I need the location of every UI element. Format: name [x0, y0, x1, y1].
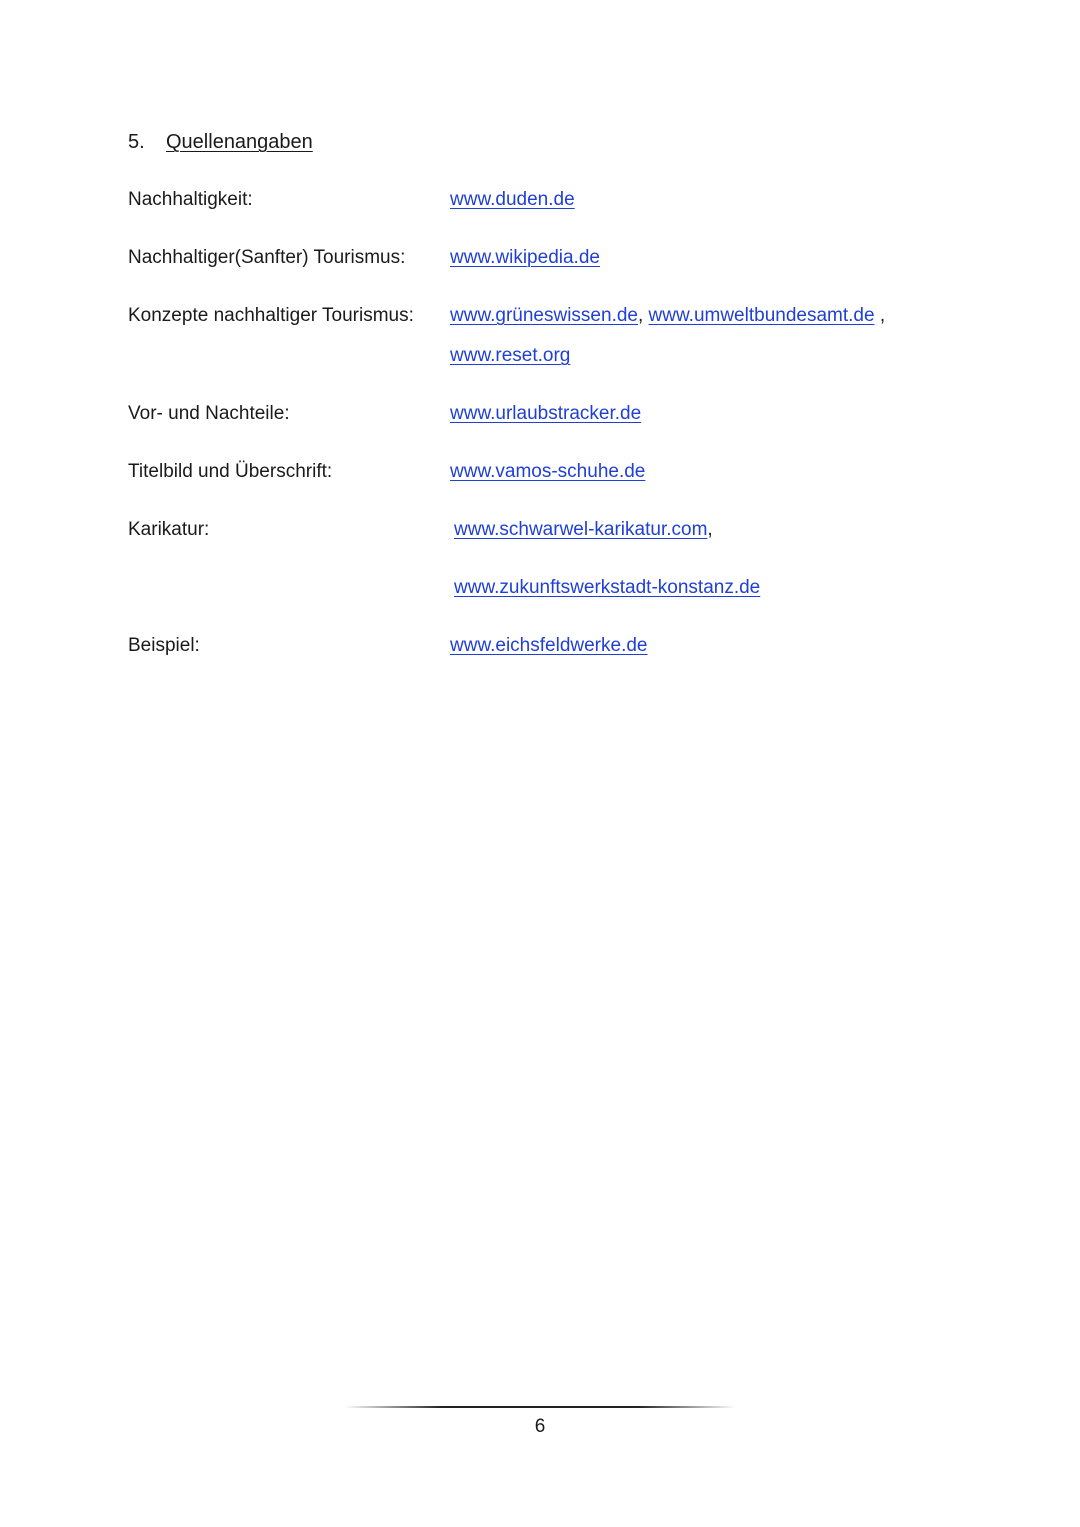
- source-link[interactable]: www.umweltbundesamt.de: [648, 305, 875, 326]
- page-number: 6: [534, 1416, 546, 1437]
- source-link[interactable]: www.duden.de: [450, 189, 575, 210]
- source-link[interactable]: www.grüneswissen.de: [450, 305, 638, 326]
- source-label: Konzepte nachhaltiger Tourismus:: [128, 305, 414, 326]
- section-number: 5.: [128, 131, 145, 153]
- section-heading: [128, 129, 313, 155]
- source-label: Karikatur:: [128, 519, 210, 540]
- trailing-punctuation: ,: [874, 305, 886, 326]
- link-separator: ,: [637, 305, 649, 326]
- section-title: Quellenangaben: [166, 131, 313, 153]
- source-label: Titelbild und Überschrift:: [128, 461, 333, 482]
- source-link[interactable]: www.eichsfeldwerke.de: [450, 635, 648, 656]
- source-link[interactable]: www.reset.org: [450, 345, 571, 366]
- source-label: Beispiel:: [128, 635, 200, 656]
- footer-divider: [344, 1406, 736, 1408]
- trailing-punctuation: ,: [707, 519, 713, 540]
- source-link[interactable]: www.urlaubstracker.de: [450, 403, 642, 424]
- source-link[interactable]: www.schwarwel-karikatur.com: [454, 519, 708, 540]
- source-link[interactable]: www.vamos-schuhe.de: [450, 461, 646, 482]
- source-label: Vor- und Nachteile:: [128, 403, 290, 424]
- source-label: Nachhaltigkeit:: [128, 189, 253, 210]
- source-label: Nachhaltiger(Sanfter) Tourismus:: [128, 247, 406, 268]
- source-link[interactable]: www.wikipedia.de: [450, 247, 600, 268]
- source-link[interactable]: www.zukunftswerkstadt-konstanz.de: [454, 577, 761, 598]
